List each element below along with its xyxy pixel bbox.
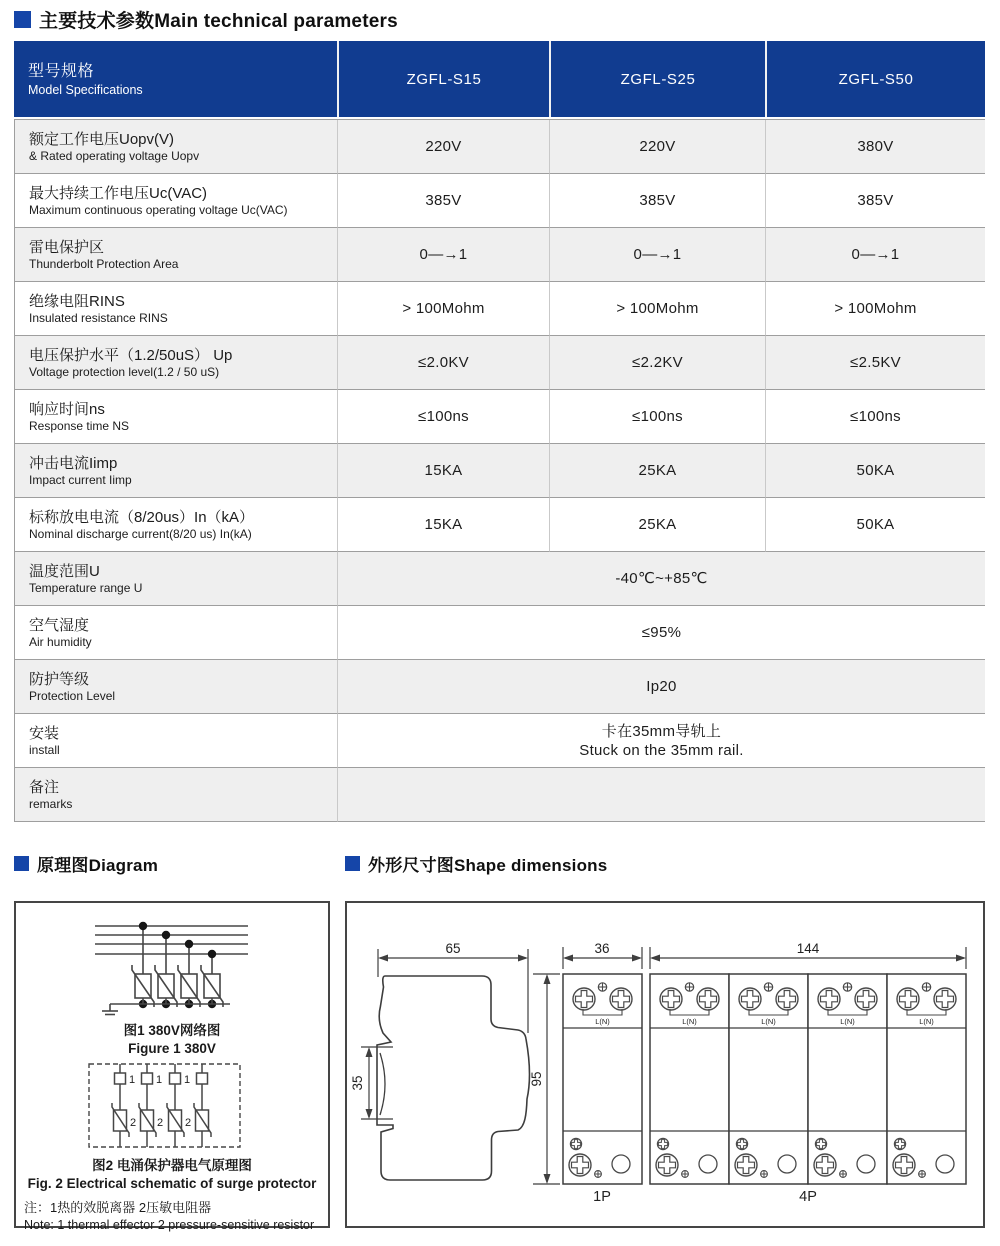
- table-row: [15, 768, 984, 822]
- cell-value: 385V: [549, 174, 765, 228]
- dim-36-label: 36: [594, 941, 610, 956]
- cell-value: 25KA: [549, 498, 765, 552]
- header-column-zgfl-s25: ZGFL-S25: [549, 41, 765, 117]
- figure-note-en: Note: 1 thermal effector 2 pressure-sensitive resistor: [24, 1218, 315, 1232]
- header-column-zgfl-s15: ZGFL-S15: [337, 41, 549, 117]
- row-label-en: & Rated operating voltage Uopv: [29, 148, 200, 163]
- cell-value: ≤100ns: [765, 390, 985, 444]
- module-4p-3: [808, 974, 887, 1184]
- figure2-caption-en: Fig. 2 Electrical schematic of surge protector: [27, 1176, 317, 1191]
- cell-value: 380V: [765, 120, 985, 174]
- ground-icon: [102, 1004, 118, 1017]
- row-label-en: Protection Level: [29, 688, 116, 703]
- row-label-zh: 冲击电流Iimp: [29, 454, 118, 472]
- cell-value: 15KA: [337, 498, 549, 552]
- cell-value: 50KA: [765, 498, 985, 552]
- header-model-cell: [14, 41, 337, 117]
- row-label-en: Voltage protection level(1.2 / 50 uS): [29, 364, 220, 379]
- svg-text:2: 2: [130, 1117, 137, 1129]
- spec-table: [14, 41, 985, 822]
- varistor-icons: [132, 965, 223, 1007]
- cell-value: 385V: [337, 174, 549, 228]
- cell-value: 220V: [337, 120, 549, 174]
- table-header-row: [14, 41, 985, 119]
- shape-dimensions-box: [345, 901, 985, 1228]
- cell-value: 0—→1: [765, 228, 985, 282]
- table-row: [15, 390, 984, 444]
- figure-note-zh: 注：1热的效脱离器 2压敏电阻器: [24, 1200, 212, 1215]
- main-section-title: [14, 6, 1000, 32]
- dim-144-label: 144: [796, 941, 820, 956]
- cell-value: > 100Mohm: [765, 282, 985, 336]
- table-row: [15, 282, 984, 336]
- header-model-en: Model Specifications: [28, 82, 143, 97]
- svg-text:1: 1: [184, 1074, 191, 1086]
- row-label-zh: 额定工作电压Uopv(V): [29, 130, 175, 148]
- cell-value-merged: ≤95%: [337, 606, 985, 660]
- side-profile-view: [377, 976, 530, 1180]
- dim-65-label: 65: [445, 941, 461, 956]
- cell-value: ≤2.0KV: [337, 336, 549, 390]
- table-row: [15, 606, 984, 660]
- label-1p: 1P: [593, 1189, 611, 1205]
- row-label-zh: 备注: [29, 778, 60, 796]
- header-model-zh: 型号规格: [28, 62, 95, 80]
- blue-square-icon: [345, 856, 360, 871]
- cell-value-merged: [337, 768, 985, 822]
- row-label-en: Maximum continuous operating voltage Uc(VAC): [29, 202, 288, 217]
- module-4p-4: [887, 974, 966, 1184]
- circuit-diagram-box: [14, 901, 330, 1232]
- page-title: 主要技术参数Main technical parameters: [39, 10, 398, 32]
- shape-section-title: 外形尺寸图Shape dimensions: [345, 852, 607, 874]
- cell-value: 50KA: [765, 444, 985, 498]
- svg-text:2: 2: [157, 1117, 164, 1129]
- table-row: [15, 336, 984, 390]
- module-1p: [563, 974, 642, 1184]
- table-row: [15, 660, 984, 714]
- row-label-en: Temperature range U: [29, 580, 143, 595]
- row-label-en: remarks: [29, 796, 73, 811]
- dim-35-label: 35: [350, 1075, 365, 1091]
- label-4p: 4P: [799, 1189, 817, 1205]
- row-label-zh: 空气湿度: [29, 616, 90, 634]
- figure-boxes: [14, 901, 1000, 1232]
- sub-section-titles: [14, 852, 1000, 874]
- table-row: [15, 552, 984, 606]
- table-row: [15, 120, 984, 174]
- blue-square-icon: [14, 856, 29, 871]
- cell-value: 220V: [549, 120, 765, 174]
- cell-value: > 100Mohm: [337, 282, 549, 336]
- figure2-caption-zh: 图2 电涌保护器电气原理图: [92, 1158, 252, 1173]
- cell-value: ≤100ns: [337, 390, 549, 444]
- cell-value: 385V: [765, 174, 985, 228]
- row-label-zh: 绝缘电阻RINS: [29, 292, 125, 310]
- blue-square-icon: [14, 11, 31, 28]
- row-label-en: Response time NS: [29, 418, 130, 433]
- row-label-zh: 标称放电电流（8/20us）In（kA）: [29, 508, 255, 526]
- row-label-zh: 响应时间ns: [29, 400, 105, 418]
- table-row: [15, 444, 984, 498]
- svg-text:2: 2: [185, 1117, 192, 1129]
- dimension-drawing: L(N) 65 35 95 36 1P 144 4P: [347, 903, 983, 1226]
- diagram-section-title: 原理图Diagram: [14, 852, 345, 874]
- dim-95-label: 95: [529, 1071, 544, 1087]
- table-row: [15, 498, 984, 552]
- row-label-zh: 雷电保护区: [29, 238, 105, 256]
- cell-value: ≤2.2KV: [549, 336, 765, 390]
- row-label-en: Nominal discharge current(8/20 us) In(kA): [29, 526, 252, 541]
- cell-value: 25KA: [549, 444, 765, 498]
- row-label-zh: 最大持续工作电压Uc(VAC): [29, 184, 208, 202]
- row-label-en: Thunderbolt Protection Area: [29, 256, 179, 271]
- svg-text:1: 1: [129, 1074, 136, 1086]
- row-label-zh: 电压保护水平（1.2/50uS） Up: [29, 346, 233, 364]
- table-row: [15, 714, 984, 768]
- row-label-zh: 安装: [29, 724, 60, 742]
- table-body: [14, 119, 985, 822]
- figure1-network-schematic: [16, 911, 328, 1017]
- row-label-en: install: [29, 742, 60, 757]
- svg-text:1: 1: [156, 1074, 163, 1086]
- row-label-zh: 防护等级: [29, 670, 90, 688]
- figure1-caption-en: Figure 1 380V: [128, 1041, 216, 1056]
- table-row: [15, 228, 984, 282]
- cell-value: ≤100ns: [549, 390, 765, 444]
- cell-value: 0—→1: [337, 228, 549, 282]
- row-label-en: Impact current Iimp: [29, 472, 132, 487]
- figure2-spd-schematic: [16, 1060, 328, 1152]
- header-column-zgfl-s50: ZGFL-S50: [765, 41, 985, 117]
- cell-value: ≤2.5KV: [765, 336, 985, 390]
- row-label-zh: 温度范围U: [29, 562, 100, 580]
- row-label-en: Insulated resistance RINS: [29, 310, 168, 325]
- cell-value-merged: [337, 714, 985, 768]
- module-4p-2: [729, 974, 808, 1184]
- power-lines: [95, 926, 248, 974]
- install-value-line1: 卡在35mm导轨上: [601, 722, 722, 740]
- cell-value-merged: -40℃~+85℃: [337, 552, 985, 606]
- row-label-en: Air humidity: [29, 634, 92, 649]
- table-row: [15, 174, 984, 228]
- module-4p-1: [650, 974, 729, 1184]
- cell-value: 15KA: [337, 444, 549, 498]
- cell-value: 0—→1: [549, 228, 765, 282]
- figure1-caption-zh: 图1 380V网络图: [123, 1023, 221, 1038]
- cell-value-merged: Ip20: [337, 660, 985, 714]
- install-value-line2: Stuck on the 35mm rail.: [579, 741, 744, 759]
- cell-value: > 100Mohm: [549, 282, 765, 336]
